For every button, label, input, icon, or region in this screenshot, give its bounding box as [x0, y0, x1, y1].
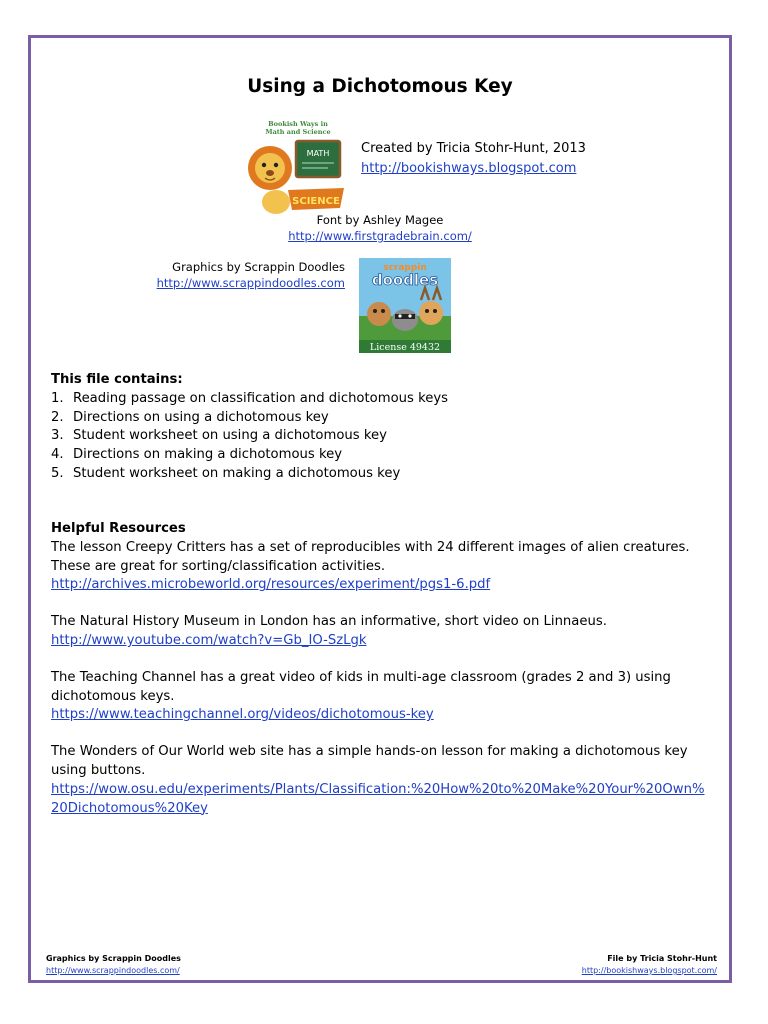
list-number: 4. [51, 447, 64, 463]
logo2-main-text: doodles [371, 271, 439, 289]
resources-heading: Helpful Resources [51, 521, 186, 536]
list-item [51, 409, 711, 428]
contents-list [51, 390, 711, 484]
contents-heading: This file contains: [51, 372, 183, 387]
resource-text: The Natural History Museum in London has an informative, short video on Linnaeus. [51, 614, 607, 630]
blog-link[interactable]: http://bookishways.blogspot.com [361, 161, 577, 176]
footer-left-label: Graphics by Scrappin Doodles [46, 954, 181, 963]
footer-left [46, 953, 181, 977]
list-number: 2. [51, 409, 64, 425]
font-credit-label: Font by Ashley Magee [316, 213, 444, 227]
resources-section [51, 520, 711, 836]
resource-link[interactable]: http://archives.microbeworld.org/resources/experiment/pgs1-6.pdf [51, 577, 491, 593]
graphics-credit-label: Graphics by Scrappin Doodles [172, 260, 345, 274]
list-number: 3. [51, 428, 64, 444]
document-page [28, 35, 732, 983]
logo2-top-text: scrappin [383, 263, 427, 273]
footer-left-link[interactable]: http://www.scrappindoodles.com/ [46, 966, 180, 975]
page-title: Using a Dichotomous Key [247, 76, 513, 97]
list-item [51, 390, 711, 409]
resource-text: The lesson Creepy Critters has a set of reproducibles with 24 different images of alien creatures. These are great for sorting/classification activities. [51, 539, 690, 574]
license-text: License 49432 [369, 342, 441, 353]
footer-right-link[interactable]: http://bookishways.blogspot.com/ [581, 966, 717, 975]
contents-section [51, 371, 711, 484]
resource-item [51, 539, 711, 595]
logo1-line2: Math and Science [265, 128, 331, 136]
resource-link[interactable]: https://www.teachingchannel.org/videos/dichotomous-key [51, 707, 434, 723]
graphics-credit-link[interactable]: http://www.scrappindoodles.com [156, 276, 345, 290]
list-number: 5. [51, 465, 64, 481]
graphics-credit [131, 259, 345, 291]
resource-item [51, 613, 711, 651]
list-item [51, 465, 711, 484]
bookish-ways-logo [236, 116, 354, 216]
font-credit-link[interactable]: http://www.firstgradebrain.com/ [288, 229, 472, 243]
list-item [51, 427, 711, 446]
list-text: Student worksheet on making a dichotomous key [73, 465, 401, 481]
list-text: Directions on using a dichotomous key [73, 409, 329, 425]
resource-item [51, 669, 711, 725]
resource-link[interactable]: https://wow.osu.edu/experiments/Plants/Classification:%20How%20to%20Make%20Your%20Own%20Dichotomous%20Key [51, 781, 705, 816]
resource-text: The Teaching Channel has a great video of kids in multi-age classroom (grades 2 and 3) using dichotomous keys. [51, 669, 671, 704]
footer-right [582, 953, 717, 977]
list-number: 1. [51, 390, 64, 406]
banner-text: SCIENCE [292, 196, 340, 207]
footer-right-label: File by Tricia Stohr-Hunt [607, 954, 717, 963]
list-text: Student worksheet on using a dichotomous key [73, 428, 387, 444]
resource-text: The Wonders of Our World web site has a simple hands-on lesson for making a dichotomous key using buttons. [51, 744, 688, 778]
resource-item [51, 743, 711, 818]
board-text: MATH [306, 149, 330, 158]
list-text: Directions on making a dichotomous key [73, 447, 343, 463]
scrappin-doodles-logo [359, 258, 451, 353]
logo1-line1: Bookish Ways in [268, 120, 328, 128]
created-by-text: Created by Tricia Stohr-Hunt, 2013 [361, 141, 586, 156]
list-item [51, 446, 711, 465]
resource-link[interactable]: http://www.youtube.com/watch?v=Gb_IO-SzLgk [51, 632, 367, 648]
credit-block [361, 139, 586, 179]
font-credit [31, 212, 729, 244]
list-text: Reading passage on classification and dichotomous keys [73, 390, 449, 406]
